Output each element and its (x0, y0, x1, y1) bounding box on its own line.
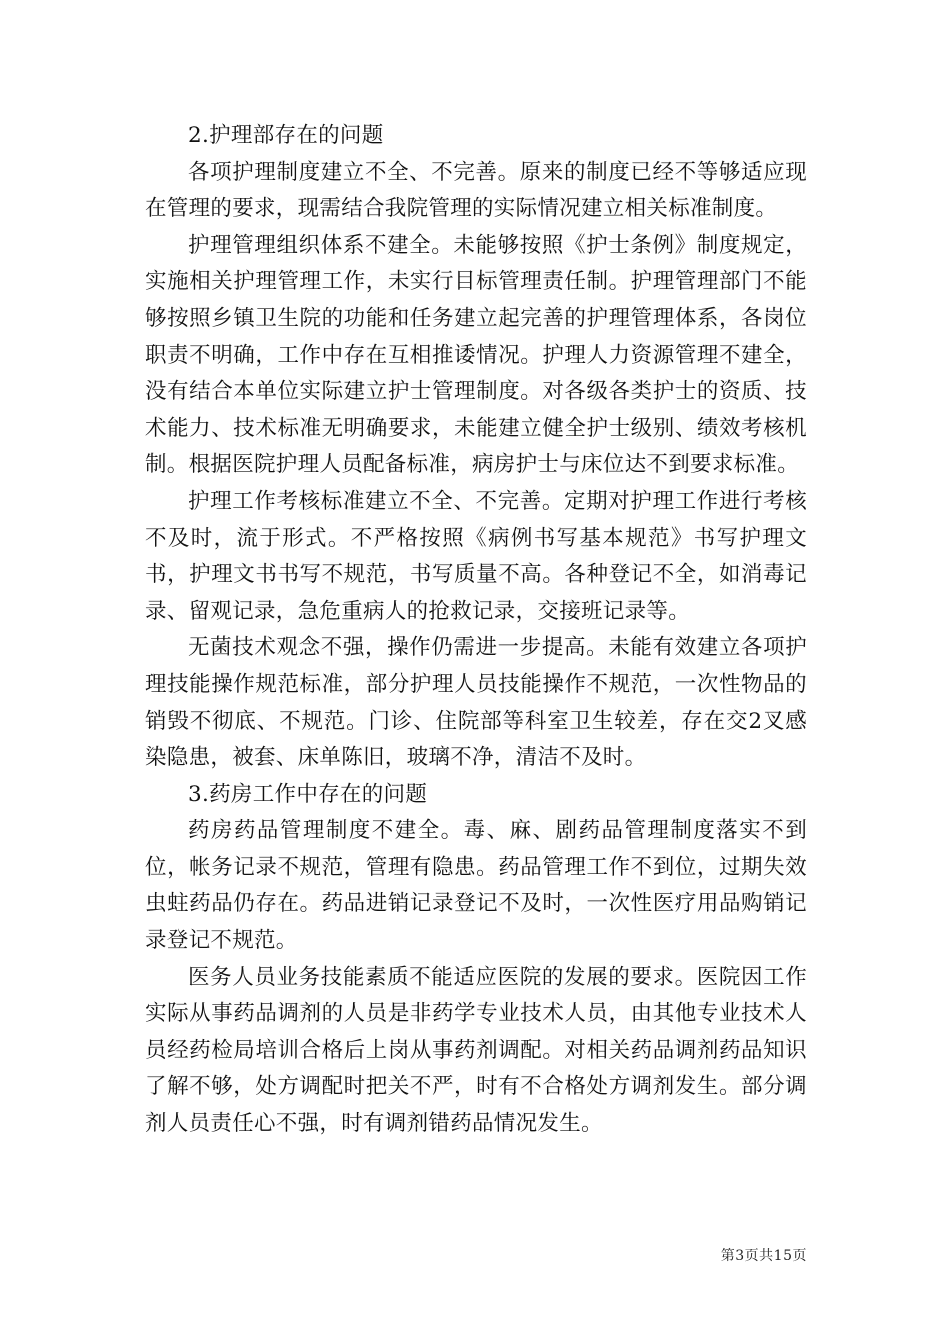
paragraph: 无菌技术观念不强，操作仍需进一步提高。未能有效建立各项护理技能操作规范标准，部分护理人员技能操作不规范，一次性物品的销毁不彻底、不规范。门诊、住院部等科室卫生较差，存在交2叉感染隐患，被套、床单陈旧，玻璃不净，清洁不及时。 (145, 635, 807, 771)
paragraph: 医务人员业务技能素质不能适应医院的发展的要求。医院因工作实际从事药品调剂的人员是非药学专业技术人员，由其他专业技术人员经药检局培训合格后上岗从事药剂调配。对相关药品调剂药品知识了解不够，处方调配时把关不严，时有不合格处方调剂发生。部分调剂人员责任心不强，时有调剂错药品情况发生。 (145, 964, 807, 1137)
paragraph: 各项护理制度建立不全、不完善。原来的制度已经不等够适应现在管理的要求，现需结合我院管理的实际情况建立相关标准制度。 (145, 159, 807, 222)
paragraph: 护理管理组织体系不建全。未能够按照《护士条例》制度规定，实施相关护理管理工作，未实行目标管理责任制。护理管理部门不能够按照乡镇卫生院的功能和任务建立起完善的护理管理体系，各岗位职责不明确，工作中存在互相推诿情况。护理人力资源管理不建全，没有结合本单位实际建立护士管理制度。对各级各类护士的资质、技术能力、技术标准无明确要求，未能建立健全护士级别、绩效考核机制。根据医院护理人员配备标准，病房护士与床位达不到要求标准。 (145, 232, 807, 478)
section-heading-nursing: 2.护理部存在的问题 (188, 123, 384, 148)
paragraph: 药房药品管理制度不建全。毒、麻、剧药品管理制度落实不到位，帐务记录不规范，管理有隐患。药品管理工作不到位，过期失效虫蛀药品仍存在。药品进销记录登记不及时，一次性医疗用品购销记录登记不规范。 (145, 818, 807, 954)
page-content (145, 118, 807, 1143)
section-heading-pharmacy: 3.药房工作中存在的问题 (188, 781, 428, 807)
page-number: 第3页共15页 (720, 1248, 807, 1264)
paragraph: 护理工作考核标准建立不全、不完善。定期对护理工作进行考核不及时，流于形式。不严格按照《病例书写基本规范》书写护理文书，护理文书书写不规范，书写质量不高。各种登记不全，如消毒记录、留观记录，急危重病人的抢救记录，交接班记录等。 (145, 488, 807, 624)
